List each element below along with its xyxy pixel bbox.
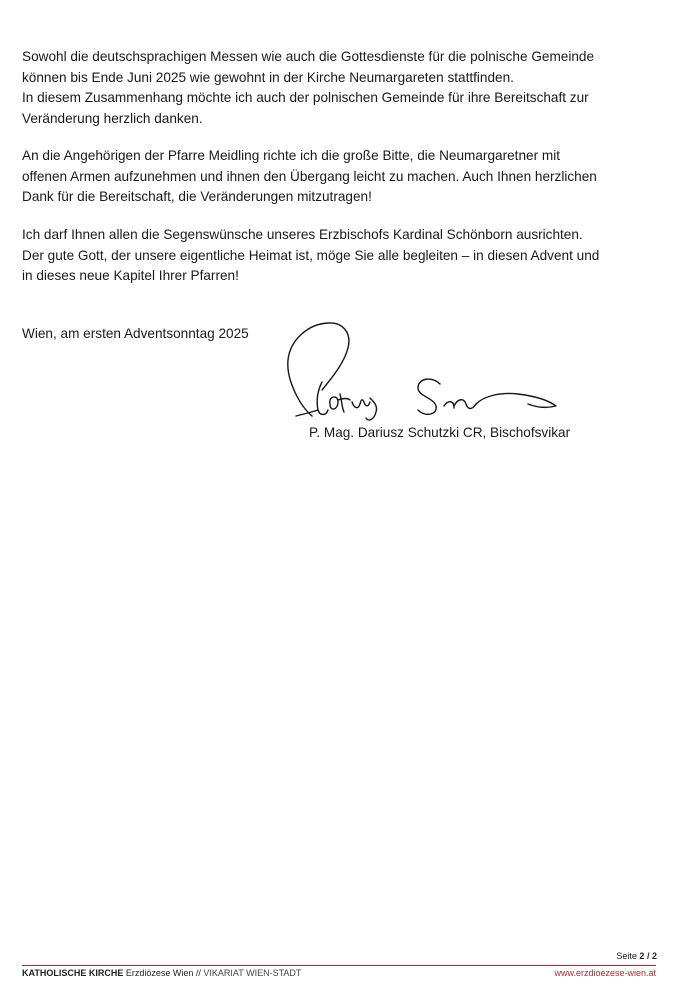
page-number <box>616 951 657 961</box>
page-total: 2 <box>651 951 657 961</box>
paragraph-request <box>22 146 662 208</box>
paragraph-services <box>22 47 662 129</box>
footer-divider <box>22 965 656 966</box>
footer-brand: KATHOLISCHE KIRCHE <box>22 968 124 978</box>
text-line: In diesem Zusammenhang möchte ich auch der polnischen Gemeinde für ihre Bereitschaft zur <box>22 90 589 106</box>
handwritten-signature <box>278 318 568 426</box>
text-line: Veränderung herzlich danken. <box>22 110 203 126</box>
footer-diocese: Erzdiözese Wien // <box>125 968 201 978</box>
text-line: Sowohl die deutschsprachigen Messen wie auch die Gottesdienste für die polnische Gemeinde <box>22 49 595 64</box>
text-line: offenen Armen aufzunehmen und ihnen den Übergang leicht zu machen. Auch Ihnen herzlichen <box>22 168 597 184</box>
footer-vicariate: VIKARIAT WIEN-STADT <box>203 968 302 978</box>
text-line: Ich darf Ihnen allen die Segenswünsche unseres Erzbischofs Kardinal Schönborn ausrichten. <box>22 227 583 242</box>
text-line: Der gute Gott, der unsere eigentliche Heimat ist, möge Sie alle begleiten – in diesen Advent und <box>22 247 600 263</box>
page-separator: / <box>646 951 650 961</box>
footer-website-link[interactable]: www.erzdioezese-wien.at <box>554 968 656 978</box>
place-date: Wien, am ersten Adventsonntag 2025 <box>22 326 249 341</box>
text-line: An die Angehörigen der Pfarre Meidling richte ich die große Bitte, die Neumargaretner mit <box>22 148 560 163</box>
signer-name: P. Mag. Dariusz Schutzki CR, Bischofsvikar <box>309 425 571 440</box>
page-current: 2 <box>639 951 645 961</box>
text-line: in dieses neue Kapitel Ihrer Pfarren! <box>22 268 239 284</box>
footer-organization <box>22 968 301 978</box>
page-label: Seite <box>616 951 637 961</box>
text-line: Dank für die Bereitschaft, die Veränderungen mitzutragen! <box>22 189 372 205</box>
text-line: können bis Ende Juni 2025 wie gewohnt in der Kirche Neumargareten stattfinden. <box>22 69 514 85</box>
paragraph-blessing <box>22 225 662 287</box>
